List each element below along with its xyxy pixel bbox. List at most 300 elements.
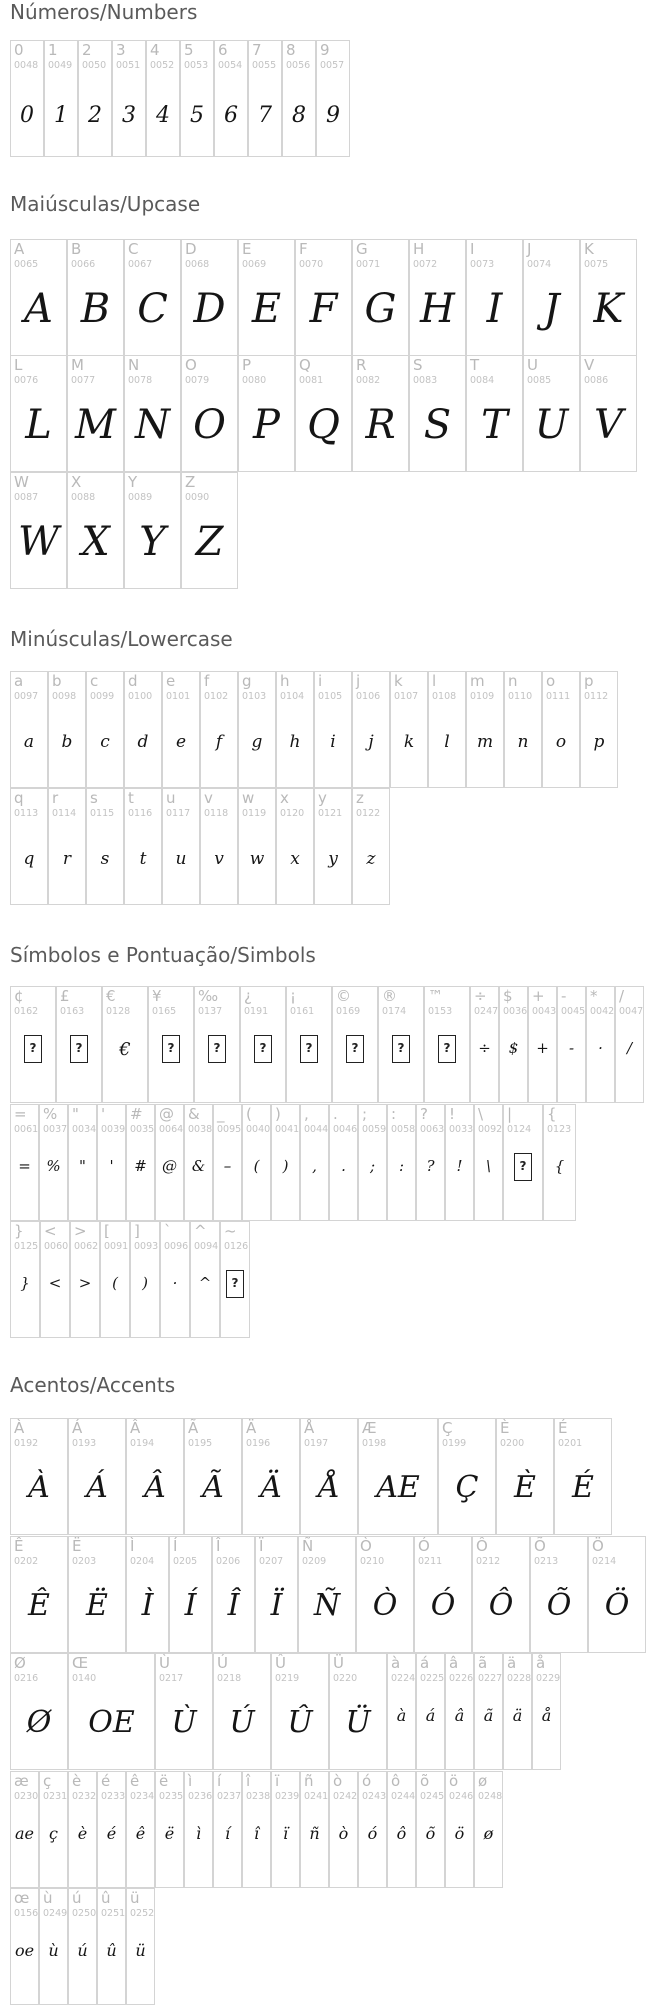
character-label: g (242, 672, 252, 690)
character-label: Í (173, 1537, 178, 1555)
glyph-preview: Ë (86, 1588, 108, 1623)
character-label: Õ (534, 1537, 546, 1555)
glyph-cell (155, 1771, 184, 1888)
glyph-cell (358, 1771, 387, 1888)
glyph-cell (213, 1104, 242, 1221)
character-label: 5 (184, 41, 194, 59)
character-code: 0191 (244, 1006, 269, 1017)
character-label: Û (275, 1654, 286, 1672)
glyph-preview: - (568, 1039, 575, 1057)
glyph-preview: . (341, 1157, 346, 1175)
character-code: 0212 (476, 1556, 501, 1567)
glyph-preview: U (534, 402, 569, 448)
character-code: 0095 (217, 1124, 242, 1135)
missing-glyph-icon: ? (208, 1035, 226, 1063)
glyph-cell (200, 788, 238, 905)
missing-glyph-icon: ? (514, 1153, 532, 1181)
character-code: 0207 (259, 1556, 284, 1567)
glyph-preview: OE (88, 1705, 135, 1740)
glyph-cell (126, 1771, 155, 1888)
character-code: 0244 (391, 1791, 416, 1802)
glyph-preview: d (137, 732, 149, 752)
character-code: 0099 (90, 691, 115, 702)
glyph-cell (356, 1536, 414, 1653)
character-label: > (74, 1222, 87, 1240)
glyph-cell (39, 1888, 68, 2005)
character-code: 0122 (356, 808, 381, 819)
character-code: 0232 (72, 1791, 97, 1802)
glyph-preview: ü (135, 1941, 146, 1960)
character-label: R (356, 356, 367, 374)
character-label: % (43, 1105, 58, 1123)
glyph-cell (39, 1104, 68, 1221)
glyph-cell (126, 1104, 155, 1221)
character-code: 0239 (275, 1791, 300, 1802)
character-code: 0234 (130, 1791, 155, 1802)
glyph-preview: ç (49, 1824, 58, 1843)
glyph-preview: n (517, 732, 529, 752)
glyph-preview: f (215, 732, 223, 752)
glyph-cell (271, 1653, 329, 1770)
glyph-preview: M (75, 402, 116, 448)
character-code: 0227 (478, 1673, 503, 1684)
section-title: Símbolos e Pontuação/Simbols (10, 943, 316, 967)
glyph-cell (86, 671, 124, 788)
character-label: s (90, 789, 98, 807)
character-label: ë (159, 1772, 169, 1790)
character-label: ® (382, 987, 397, 1005)
glyph-preview: € (119, 1039, 131, 1060)
glyph-cell (181, 239, 238, 356)
glyph-cell (474, 1104, 503, 1221)
character-code: 0058 (391, 1124, 416, 1135)
glyph-cell (352, 355, 409, 472)
character-code: 0229 (536, 1673, 561, 1684)
section-title: Números/Numbers (10, 0, 198, 24)
character-code: 0213 (534, 1556, 559, 1567)
character-label: ø (478, 1772, 488, 1790)
glyph-preview: = (18, 1157, 31, 1175)
glyph-cell (378, 986, 424, 1103)
character-code: 0247 (474, 1006, 499, 1017)
character-code: 0049 (48, 60, 73, 71)
character-code: 0103 (242, 691, 267, 702)
glyph-preview: ú (77, 1941, 88, 1960)
glyph-preview: : (398, 1157, 405, 1175)
glyph-cell (124, 671, 162, 788)
character-label: Ê (14, 1537, 24, 1555)
glyph-cell (40, 1221, 70, 1338)
character-code: 0092 (478, 1124, 503, 1135)
glyph-preview: Î (227, 1588, 240, 1623)
glyph-preview: j (368, 732, 374, 752)
glyph-preview: 8 (292, 103, 306, 128)
character-label: b (52, 672, 62, 690)
character-code: 0114 (52, 808, 77, 819)
glyph-cell (523, 239, 580, 356)
glyph-cell (10, 788, 48, 905)
character-code: 0121 (318, 808, 343, 819)
glyph-preview: D (193, 286, 226, 332)
glyph-preview: ë (164, 1824, 175, 1843)
character-code: 0040 (246, 1124, 271, 1135)
character-code: 0192 (14, 1438, 39, 1449)
character-label: * (590, 987, 598, 1005)
character-label: ¿ (244, 987, 252, 1005)
character-code: 0106 (356, 691, 381, 702)
character-code: 0039 (101, 1124, 126, 1135)
character-label: F (299, 240, 308, 258)
glyph-cell (148, 986, 194, 1103)
character-label: à (391, 1654, 401, 1672)
character-code: 0128 (106, 1006, 131, 1017)
glyph-preview: T (481, 402, 508, 448)
glyph-preview: Õ (546, 1588, 572, 1623)
character-label: Y (128, 473, 138, 491)
glyph-cell (10, 472, 67, 589)
glyph-preview: H (420, 286, 455, 332)
glyph-preview: Ô (488, 1588, 514, 1623)
character-label: 2 (82, 41, 92, 59)
character-code: 0236 (188, 1791, 213, 1802)
glyph-cell (126, 1888, 155, 2005)
character-code: 0250 (72, 1908, 97, 1919)
glyph-cell (295, 239, 352, 356)
character-code: 0098 (52, 691, 77, 702)
character-label: [ (104, 1222, 110, 1240)
glyph-preview: É (572, 1470, 594, 1505)
glyph-cell (10, 239, 67, 356)
character-code: 0036 (503, 1006, 528, 1017)
glyph-cell (238, 355, 295, 472)
character-label: € (106, 987, 116, 1005)
character-label: v (204, 789, 213, 807)
glyph-cell (329, 1104, 358, 1221)
character-label: . (333, 1105, 338, 1123)
character-label: õ (420, 1772, 430, 1790)
glyph-preview: õ (425, 1824, 436, 1843)
glyph-cell (48, 788, 86, 905)
character-label: 3 (116, 41, 126, 59)
character-label: æ (14, 1772, 29, 1790)
character-code: 0062 (74, 1241, 99, 1252)
glyph-cell (10, 1888, 39, 2005)
glyph-cell (78, 40, 112, 157)
glyph-cell (10, 1221, 40, 1338)
character-code: 0225 (420, 1673, 445, 1684)
character-label: Ë (72, 1537, 82, 1555)
character-code: 0104 (280, 691, 305, 702)
character-label: Á (72, 1419, 83, 1437)
glyph-preview: Å (318, 1470, 340, 1505)
glyph-preview: – (223, 1157, 232, 1175)
glyph-cell (409, 239, 466, 356)
glyph-cell (39, 1771, 68, 1888)
character-label: ô (391, 1772, 401, 1790)
glyph-preview: x (290, 849, 300, 869)
glyph-preview: r (62, 849, 72, 869)
glyph-preview: w (249, 849, 265, 869)
character-code: 0038 (188, 1124, 213, 1135)
glyph-preview: oe (14, 1941, 35, 1960)
character-label: r (52, 789, 59, 807)
glyph-cell (470, 986, 499, 1103)
character-label: å (536, 1654, 546, 1672)
character-code: 0043 (532, 1006, 557, 1017)
character-label: O (185, 356, 197, 374)
character-code: 0195 (188, 1438, 213, 1449)
character-label: ¥ (152, 987, 162, 1005)
character-label: ú (72, 1889, 82, 1907)
glyph-preview: k (403, 732, 415, 752)
character-code: 0086 (584, 375, 609, 386)
glyph-cell (352, 239, 409, 356)
character-code: 0060 (44, 1241, 69, 1252)
glyph-cell (124, 788, 162, 905)
character-label: ! (449, 1105, 456, 1123)
missing-glyph-icon: ? (70, 1035, 88, 1063)
character-code: 0054 (218, 60, 243, 71)
character-label: î (246, 1772, 251, 1790)
glyph-preview: ì (195, 1824, 202, 1843)
character-label: © (336, 987, 351, 1005)
glyph-cell (286, 986, 332, 1103)
character-code: 0228 (507, 1673, 532, 1684)
character-label: Ö (592, 1537, 604, 1555)
character-label: < (44, 1222, 57, 1240)
glyph-cell (503, 1104, 543, 1221)
glyph-preview: 2 (88, 103, 102, 128)
glyph-cell (97, 1771, 126, 1888)
glyph-preview: Â (144, 1470, 166, 1505)
glyph-cell (416, 1104, 445, 1221)
character-label: @ (159, 1105, 174, 1123)
glyph-preview: \ (485, 1157, 492, 1175)
character-code: 0237 (217, 1791, 242, 1802)
glyph-cell (332, 986, 378, 1103)
character-code: 0055 (252, 60, 277, 71)
character-code: 0238 (246, 1791, 271, 1802)
character-label: Ì (130, 1537, 135, 1555)
character-code: 0065 (14, 259, 39, 270)
glyph-cell (68, 1653, 155, 1770)
glyph-preview: W (17, 519, 60, 565)
character-label: & (188, 1105, 200, 1123)
glyph-preview: > (78, 1274, 92, 1292)
character-code: 0047 (619, 1006, 644, 1017)
glyph-preview: % (46, 1157, 61, 1175)
character-code: 0126 (224, 1241, 249, 1252)
character-label: Ñ (302, 1537, 314, 1555)
character-label: | (507, 1105, 513, 1123)
glyph-preview: b (61, 732, 73, 752)
glyph-preview: o (555, 732, 567, 752)
character-label: ( (246, 1105, 252, 1123)
glyph-preview: î (253, 1824, 260, 1843)
character-label: u (166, 789, 176, 807)
character-code: 0112 (584, 691, 609, 702)
character-code: 0068 (185, 259, 210, 270)
character-label: X (71, 473, 82, 491)
missing-glyph-icon: ? (438, 1035, 456, 1063)
character-code: 0115 (90, 808, 115, 819)
character-label: I (470, 240, 475, 258)
glyph-preview: q (23, 849, 35, 869)
character-label: j (356, 672, 361, 690)
glyph-cell (190, 1221, 220, 1338)
character-code: 0053 (184, 60, 209, 71)
character-code: 0137 (198, 1006, 223, 1017)
character-label: Ù (159, 1654, 170, 1672)
glyph-preview: Ú (229, 1705, 255, 1740)
glyph-cell (130, 1221, 160, 1338)
glyph-cell (238, 239, 295, 356)
character-code: 0037 (43, 1124, 68, 1135)
glyph-cell (184, 1771, 213, 1888)
character-label: 7 (252, 41, 262, 59)
character-label: , (304, 1105, 309, 1123)
character-code: 0193 (72, 1438, 97, 1449)
character-code: 0033 (449, 1124, 474, 1135)
glyph-preview: ã (483, 1706, 494, 1725)
glyph-preview: à (396, 1706, 407, 1725)
glyph-cell (184, 1418, 242, 1535)
character-label: S (413, 356, 423, 374)
glyph-preview: ñ (309, 1824, 320, 1843)
character-code: 0077 (71, 375, 96, 386)
character-label: ÷ (474, 987, 487, 1005)
character-label: ? (420, 1105, 428, 1123)
character-code: 0153 (428, 1006, 453, 1017)
glyph-cell (126, 1536, 169, 1653)
character-code: 0108 (432, 691, 457, 702)
glyph-preview: ( (112, 1274, 118, 1292)
character-label: A (14, 240, 25, 258)
character-code: 0248 (478, 1791, 503, 1802)
glyph-cell (67, 239, 124, 356)
character-label: t (128, 789, 134, 807)
character-code: 0205 (173, 1556, 198, 1567)
character-label: ] (134, 1222, 140, 1240)
glyph-preview: 6 (224, 103, 238, 128)
glyph-cell (438, 1418, 496, 1535)
character-code: 0117 (166, 808, 191, 819)
glyph-cell (424, 986, 470, 1103)
glyph-preview: ò (338, 1824, 349, 1843)
character-code: 0061 (14, 1124, 39, 1135)
glyph-preview: ' (109, 1157, 114, 1175)
glyph-cell (588, 1536, 646, 1653)
character-label: : (391, 1105, 397, 1123)
character-code: 0066 (71, 259, 96, 270)
character-code: 0069 (242, 259, 267, 270)
character-code: 0200 (500, 1438, 525, 1449)
character-code: 0081 (299, 375, 324, 386)
character-label: È (500, 1419, 510, 1437)
missing-glyph-icon: ? (300, 1035, 318, 1063)
character-code: 0199 (442, 1438, 467, 1449)
glyph-cell (387, 1104, 416, 1221)
glyph-cell (586, 986, 615, 1103)
glyph-preview: Ì (141, 1588, 154, 1623)
character-code: 0203 (72, 1556, 97, 1567)
glyph-cell (212, 1536, 255, 1653)
glyph-cell (474, 1653, 503, 1770)
character-code: 0044 (304, 1124, 329, 1135)
character-code: 0087 (14, 492, 39, 503)
glyph-cell (314, 788, 352, 905)
character-label: / (619, 987, 625, 1005)
character-label: À (14, 1419, 25, 1437)
missing-glyph-icon: ? (226, 1270, 244, 1298)
glyph-cell (295, 355, 352, 472)
glyph-cell (352, 671, 390, 788)
character-label: Ú (217, 1654, 228, 1672)
character-label: L (14, 356, 23, 374)
character-label: e (166, 672, 176, 690)
glyph-preview: Ø (26, 1705, 52, 1740)
glyph-preview: l (444, 732, 450, 752)
glyph-preview: O (193, 402, 226, 448)
character-code: 0107 (394, 691, 419, 702)
glyph-cell (580, 239, 637, 356)
glyph-cell (70, 1221, 100, 1338)
glyph-preview: AE (376, 1470, 420, 1505)
character-code: 0085 (527, 375, 552, 386)
glyph-preview: ï (282, 1824, 289, 1843)
glyph-cell (180, 40, 214, 157)
glyph-cell (358, 1104, 387, 1221)
glyph-cell (271, 1771, 300, 1888)
character-code: 0218 (217, 1673, 242, 1684)
character-label: Ô (476, 1537, 488, 1555)
glyph-preview: e (175, 732, 187, 752)
character-label: { (547, 1105, 557, 1123)
character-label: Z (185, 473, 196, 491)
character-label: o (546, 672, 556, 690)
character-label: p (584, 672, 594, 690)
glyph-cell (554, 1418, 612, 1535)
glyph-cell (445, 1104, 474, 1221)
character-label: Ä (246, 1419, 257, 1437)
glyph-preview: È (514, 1470, 536, 1505)
glyph-cell (238, 671, 276, 788)
glyph-preview: 3 (122, 103, 136, 128)
glyph-preview: 4 (156, 103, 170, 128)
glyph-preview: À (28, 1470, 50, 1505)
character-label: C (128, 240, 139, 258)
character-code: 0231 (43, 1791, 68, 1802)
character-label: Å (304, 1419, 315, 1437)
character-label: ‰ (198, 987, 219, 1005)
glyph-cell (255, 1536, 298, 1653)
glyph-cell (160, 1221, 190, 1338)
glyph-cell (242, 1771, 271, 1888)
glyph-preview: í (224, 1824, 231, 1843)
glyph-cell (503, 1653, 532, 1770)
glyph-preview: ù (48, 1941, 59, 1960)
glyph-preview: z (366, 849, 376, 869)
character-code: 0101 (166, 691, 191, 702)
character-code: 0161 (290, 1006, 315, 1017)
character-label: Ç (442, 1419, 453, 1437)
character-code: 0206 (216, 1556, 241, 1567)
character-code: 0140 (72, 1673, 97, 1684)
character-code: 0124 (507, 1124, 532, 1135)
character-label: ö (449, 1772, 459, 1790)
glyph-cell (10, 1418, 68, 1535)
glyph-cell (300, 1771, 329, 1888)
